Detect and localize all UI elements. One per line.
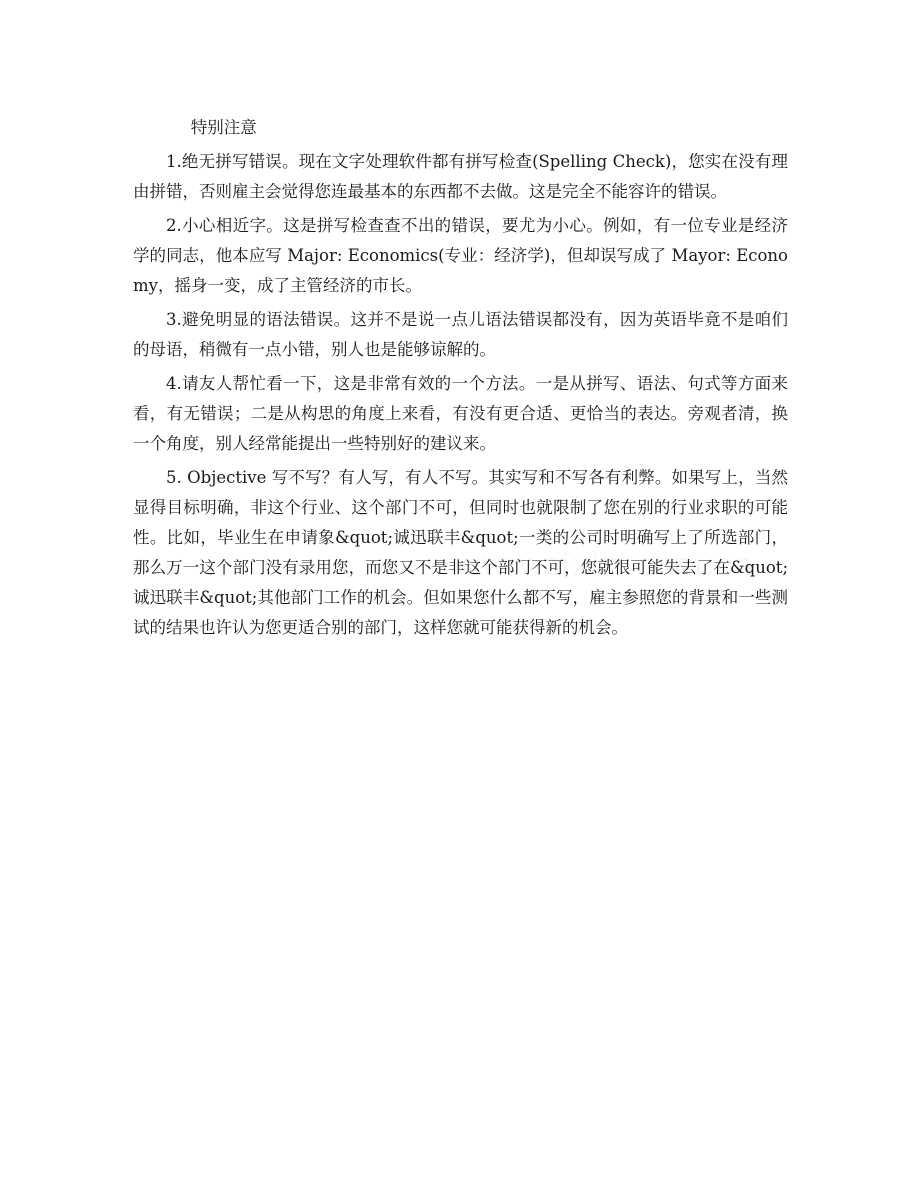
paragraph-2: 2.小心相近字。这是拼写检查查不出的错误，要尤为小心。例如，有一位专业是经济学的同志，他本应写 Major: Economics(专业：经济学)，但却误写成了 Mayor: Economy，摇身一变，成了主管经济的市长。 <box>133 216 788 295</box>
document-body <box>133 113 788 647</box>
paragraph-5: 5. Objective 写不写？有人写，有人不写。其实写和不写各有利弊。如果写上，当然显得目标明确，非这个行业、这个部门不可，但同时也就限制了您在别的行业求职的可能性。比如，毕业生在申请象&quot;诚迅联丰&quot;一类的公司时明确写上了所选部门，那么万一这个部门没有录用您，而您又不是非这个部门不可，您就很可能失去了在&quot;诚迅联丰&quot;其他部门工作的机会。但如果您什么都不写，雇主参照您的背景和一些测试的结果也许认为您更适合别的部门，这样您就可能获得新的机会。 <box>133 468 788 637</box>
paragraph-3: 3.避免明显的语法错误。这并不是说一点儿语法错误都没有，因为英语毕竟不是咱们的母语，稍微有一点小错，别人也是能够谅解的。 <box>133 310 788 359</box>
paragraph-4: 4.请友人帮忙看一下，这是非常有效的一个方法。一是从拼写、语法、句式等方面来看，有无错误；二是从构思的角度上来看，有没有更合适、更恰当的表达。旁观者清，换一个角度，别人经常能提出一些特别好的建议来。 <box>133 374 788 453</box>
section-heading: 特别注意 <box>190 118 257 137</box>
paragraph-1: 1.绝无拼写错误。现在文字处理软件都有拼写检查(Spelling Check)，您实在没有理由拼错，否则雇主会觉得您连最基本的东西都不去做。这是完全不能容许的错误。 <box>133 152 788 201</box>
